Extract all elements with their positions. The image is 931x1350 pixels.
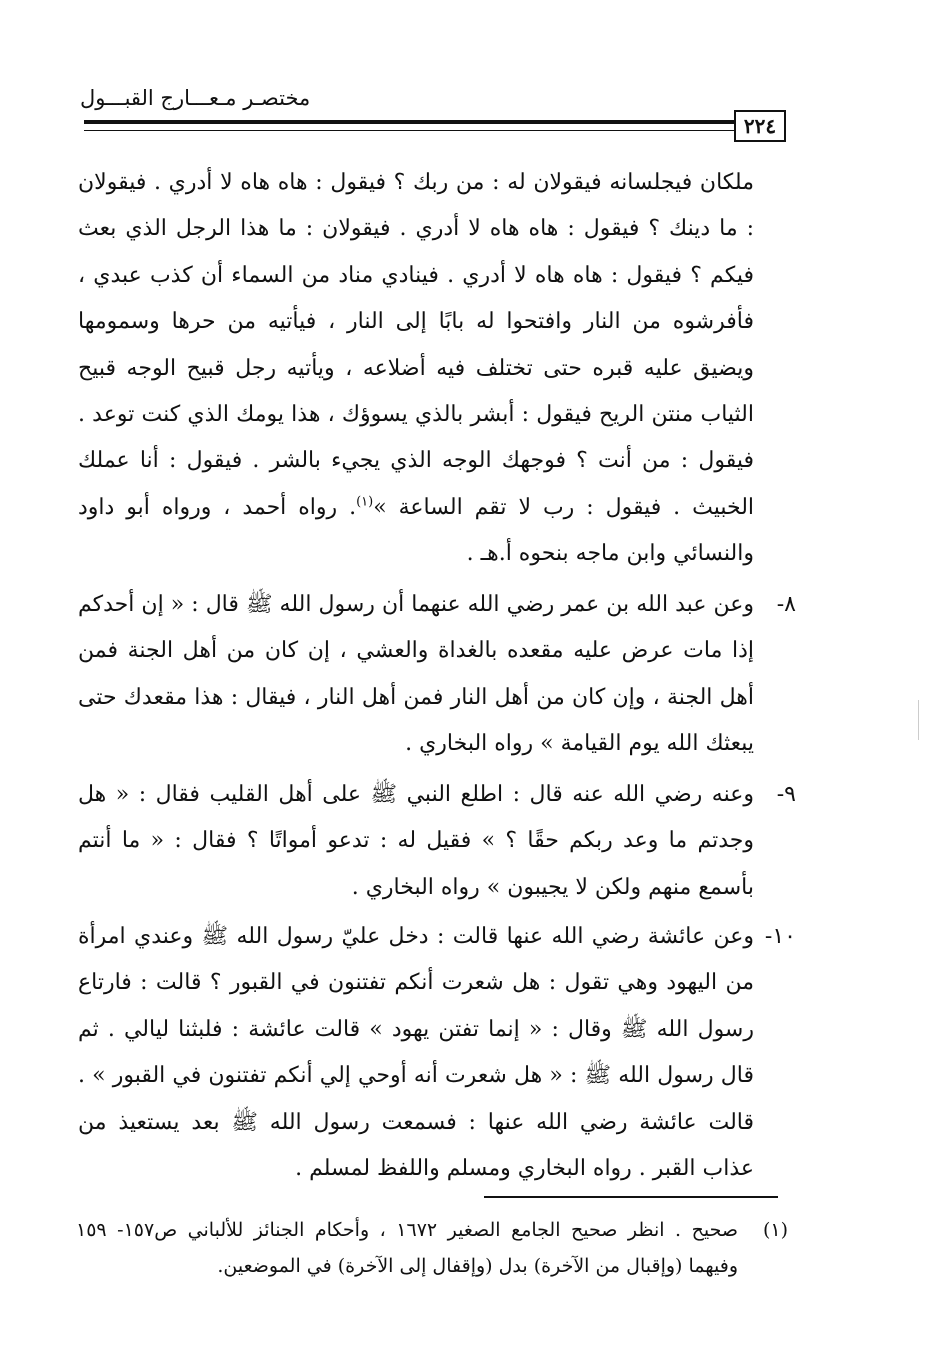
item-paragraph — [78, 772, 754, 911]
footnote-mark: (١) — [762, 1219, 788, 1241]
opening-paragraph — [78, 160, 754, 578]
item-text: وعنه رضي الله عنه قال : اطلع النبي ﷺ على أهل القليب فقال : « هل وجدتم ما وعد ربكم حقًا ؟ » فقيل له : تدعو أمواتًا ؟ فقال : « ما أنتم بأسمع منهم ولكن لا يجيبون » رواه البخاري . — [78, 782, 754, 900]
footnote-text: صحيح . انظر صحيح الجامع الصغير ١٦٧٢ ، وأحكام الجنائز للألباني ص١٥٧- ١٥٩ وفيهما (وإقبال من الآخرة) بدل (وإقفال إلى الآخرة) في الموضعين. — [76, 1219, 739, 1277]
opening-tail: . رواه أحمد ، ورواه أبو داود والنسائي وابن ماجه بنحوه أ.هـ . — [78, 494, 754, 567]
item-paragraph — [78, 914, 754, 1192]
footnote-reference: (١) — [356, 494, 374, 510]
footnote-rule — [484, 1196, 778, 1198]
item-number: ١٠- — [764, 924, 796, 949]
page-edge-mark — [918, 700, 919, 740]
item-text: وعن عائشة رضي الله عنها قالت : دخل عليّ رسول الله ﷺ وعندي امرأة من اليهود وهي تقول : هل شعرت أنكم تفتنون في القبور ؟ قالت : فارتاع رسول الله ﷺ وقال : « إنما تفتن يهود » قالت عائشة : فلبثنا ليالي . ثم قال رسول الله ﷺ : « هل شعرت أنه أوحي إلي أنكم تفتنون في القبور » . قالت عائشة رضي الله عنها : فسمعت رسول الله ﷺ بعد يستعيذ من عذاب القبر . رواه البخاري ومسلم واللفظ لمسلم . — [78, 924, 754, 1182]
opening-body: ملكان فيجلسانه فيقولان له : من ربك ؟ فيقول : هاه هاه لا أدري . فيقولان : ما دينك ؟ فيقول : هاه هاه لا أدري . فيقولان : ما هذا الرجل الذي بعث فيكم ؟ فيقول : هاه هاه لا أدري . فينادي مناد من السماء أن كذب عبدي ، فأفرشوه من النار وافتحوا له بابًا إلى النار ، فيأتيه من حرها وسمومها ويضيق عليه قبره حتى تختلف فيه أضلاعه ، ويأتيه رجل قبيح الوجه قبيح الثياب منتن الريح فيقول : أبشر بالذي يسوؤك ، هذا يومك الذي كنت توعد . فيقول : من أنت ؟ فوجهك الوجه الذي يجيء بالشر . فيقول : أنا عملك الخبيث . فيقول : رب لا تقم الساعة » — [78, 170, 755, 520]
item-paragraph — [78, 582, 754, 768]
item-number: ٨- — [776, 592, 796, 617]
running-title: مختصـر مـعـــارج القبـــول — [80, 86, 311, 110]
header-rule-thick — [84, 120, 736, 124]
opening-text — [78, 160, 754, 578]
item-text: وعن عبد الله بن عمر رضي الله عنهما أن رسول الله ﷺ قال : « إن أحدكم إذا مات عرض عليه مقعده بالغداة والعشي ، إن كان من أهل الجنة فمن أهل الجنة ، وإن كان من أهل النار فمن أهل النار ، فيقال : هذا مقعدك حتى يبعثك الله يوم القيامة » رواه البخاري . — [78, 592, 754, 757]
page-number: ٢٢٤ — [734, 110, 786, 142]
header-rule-thin — [84, 130, 736, 131]
item-number: ٩- — [776, 782, 796, 807]
